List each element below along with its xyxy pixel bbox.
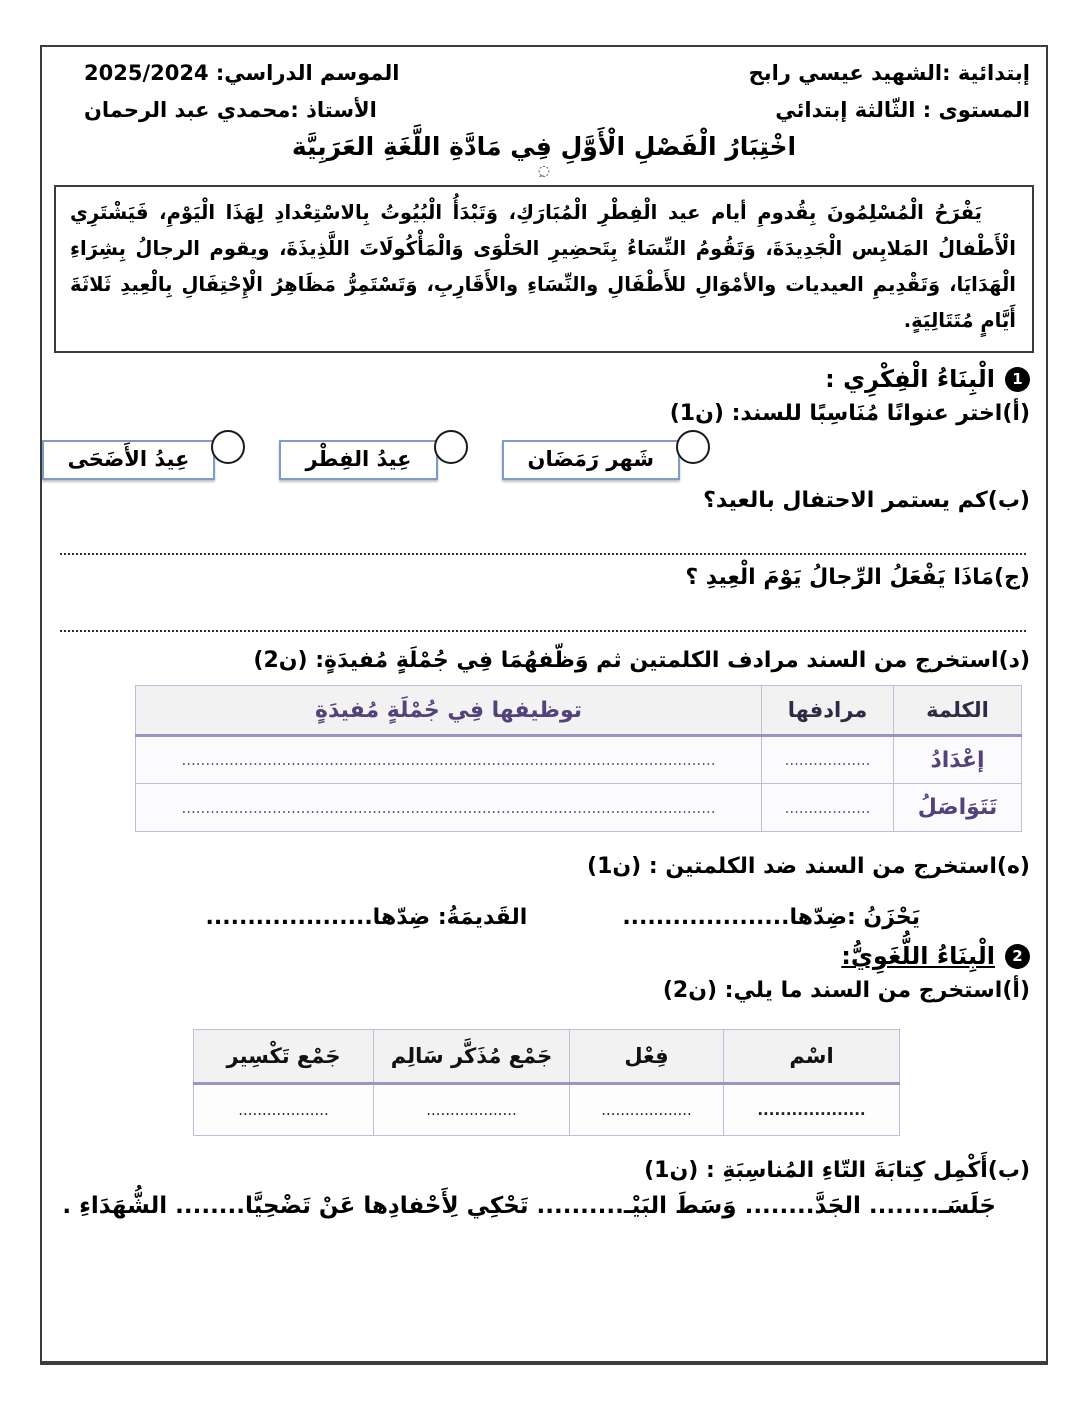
synonym-answer-cell[interactable]: ..................: [762, 784, 894, 832]
section2-heading: [58, 942, 1030, 970]
question-1e-label: (ه)استخرج من السند ضد الكلمتين : (ن1): [587, 854, 1030, 880]
section2-number-icon: 2: [1005, 944, 1030, 969]
table-row: [136, 784, 1022, 832]
broken-plural-answer-cell[interactable]: ...................: [194, 1084, 374, 1136]
noun-answer-cell[interactable]: ...................: [724, 1084, 900, 1136]
grade-level: المستوى : الثّالثة إبتدائي: [775, 97, 1030, 122]
table-row: [136, 736, 1022, 784]
teacher-name: الأستاذ :محمدي عبد الرحمان: [84, 97, 377, 122]
school-year: الموسم الدراسي: 2025/2024: [84, 61, 400, 85]
header-row-1: [58, 57, 1030, 90]
verb-answer-cell[interactable]: ...................: [570, 1084, 724, 1136]
word-iedad: إعْدَادُ: [894, 736, 1022, 784]
reading-passage: يَفْرَحُ الْمُسْلِمُونَ بِقُدومِ أيام عيد الْفِطْرِ الْمُبَارَكِ، وَتَبْدَأُ الْبُيُوتُ بِالاسْتِعْدادِ لِهَذَا الْيَوْمِ، فَيَشْتَرِي الْأَطْفالُ المَلابِس الْجَدِيدَةَ، وَتَقُومُ النِّسَاءُ بِتَحضِيرِ الحَلْوَى وَالْمَأْكُولَاتَ اللَّذِيذَةَ، ويقوم الرجالُ بِشِرَاءِ الْهَدَايَا، وَتَقْدِيمِ العيديات والأمْوَالِ للأَطْفَالِ والنِّسَاءِ والأَقَارِبِ، وَتَسْتَمِرُّ مَظَاهِرُ الْإِحْتِفَالِ بِالْعِيدِ ثَلاثَةَ أَيَّامٍ مُتَتَالِيَةٍ.: [54, 185, 1034, 353]
fill-taa-sentence[interactable]: جَلَسَـ........ الجَدَّ........ وَسَطَ البَيْـ.......... تَحْكِي لِأَحْفادِها عَنْ تَضْحِيَّا........ الشُّهَدَاءِ .: [62, 1193, 996, 1220]
grammar-col-verb: فِعْل: [570, 1030, 724, 1084]
synonyms-col-synonym: مرادفها: [762, 686, 894, 736]
option-ramadan[interactable]: [502, 440, 710, 480]
option-ramadan-label[interactable]: شَهر رَمَضَان: [502, 440, 680, 480]
usage-answer-cell[interactable]: ................................................................................................................: [136, 784, 762, 832]
option-eid-adha-radio-circle[interactable]: [211, 430, 245, 464]
grammar-table: [193, 1029, 900, 1136]
question-1d-label: (د)استخرج من السند مرادف الكلمتين ثم وَظّفهُمَا فِي جُمْلَةٍ مُفيدَةٍ: (ن2): [253, 648, 1030, 674]
question-2b-label: (ب)أَكْمِل كِتابَةَ التّاءِ المُناسِبَةِ : (ن1): [644, 1158, 1030, 1184]
section1-number-icon: 1: [1005, 367, 1030, 392]
antonym-qadima[interactable]: القَديمَةُ: ضِدّها....................: [205, 905, 528, 931]
word-tatawasal: تَتَوَاصَلُ: [894, 784, 1022, 832]
section1-heading: [58, 365, 1030, 393]
antonym-yahzan[interactable]: يَحْزَنُ :ضِدّها....................: [622, 905, 920, 931]
option-ramadan-radio-circle[interactable]: [676, 430, 710, 464]
header-row-2: [58, 94, 1030, 127]
section1-title: الْبِنَاءُ الْفِكْرِي :: [825, 365, 995, 394]
question-1a-label: (أ)اختر عنوانًا مُنَاسِبًا للسند: (ن1): [669, 401, 1030, 427]
synonyms-table-header-row: [136, 686, 1022, 736]
antonyms-row: [58, 905, 1030, 930]
title-options-row: [58, 440, 710, 480]
exam-title: اخْتِبَارُ الْفَصْلِ الْأَوَّلِ فِي مَادَّةِ اللَّغَةِ العَرَبِيَّة: [291, 132, 797, 162]
synonyms-col-word: الكلمة: [894, 686, 1022, 736]
usage-answer-cell[interactable]: ................................................................................................................: [136, 736, 762, 784]
option-eid-fitr-radio-circle[interactable]: [434, 430, 468, 464]
question-1c-answer-line[interactable]: [60, 606, 1026, 632]
grammar-table-header-row: [194, 1030, 900, 1084]
synonyms-col-usage: توظيفها فِي جُمْلَةٍ مُفيدَةٍ: [136, 686, 762, 736]
dotted-circle-ornament: ◌ِ: [537, 163, 551, 180]
option-eid-fitr[interactable]: [279, 440, 467, 480]
sound-plural-answer-cell[interactable]: ...................: [374, 1084, 570, 1136]
page-frame: [40, 45, 1048, 1365]
question-1b-answer-line[interactable]: [60, 529, 1026, 555]
synonyms-table: [135, 685, 1022, 832]
table-row: [194, 1084, 900, 1136]
school-name: إبتدائية :الشهيد عيسي رابح: [748, 61, 1030, 85]
option-eid-fitr-label[interactable]: عِيدُ الفِطْر: [279, 440, 437, 480]
grammar-col-sound-plural: جَمْع مُذَكَّر سَالِم: [374, 1030, 570, 1084]
option-eid-adha[interactable]: [42, 440, 246, 480]
option-eid-adha-label[interactable]: عِيدُ الأَضَحَى: [42, 440, 216, 480]
question-2a-label: (أ)استخرج من السند ما يلي: (ن2): [662, 978, 1030, 1004]
synonym-answer-cell[interactable]: ..................: [762, 736, 894, 784]
section2-title: الْبِنَاءُ اللُّغَوِيُّ:: [841, 942, 995, 971]
question-1b-label: (ب)كم يستمر الاحتفال بالعيد؟: [703, 488, 1030, 514]
question-1c-label: (ج)مَاذَا يَفْعَلُ الرِّجالُ يَوْمَ الْعِيدِ ؟: [685, 565, 1030, 591]
grammar-col-noun: اسْم: [724, 1030, 900, 1084]
grammar-col-broken-plural: جَمْع تَكْسِير: [194, 1030, 374, 1084]
